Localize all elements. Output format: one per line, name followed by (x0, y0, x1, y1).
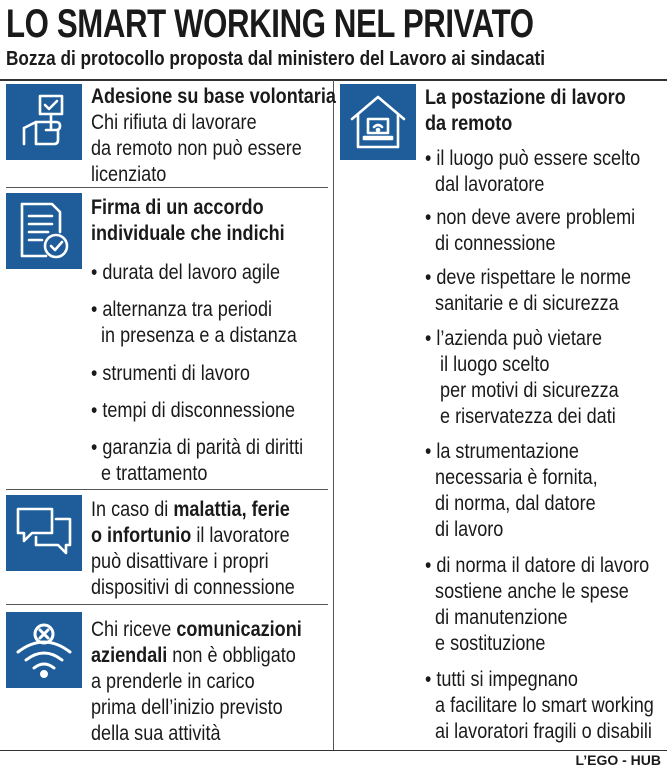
list-item: per motivi di sicurezza (425, 379, 619, 402)
list-item: a facilitare lo smart working (425, 694, 654, 717)
list-item: • di norma il datore di lavoro (425, 554, 650, 577)
page-subtitle: Bozza di protocollo proposta dal ministero del Lavoro ai sindacati (6, 48, 546, 70)
block1-line: licenziato (91, 163, 167, 186)
block1-line: Chi rifiuta di lavorare (91, 111, 257, 134)
block2-heading: individuale che indichi (91, 222, 285, 245)
section-divider (6, 489, 328, 490)
list-item: • strumenti di lavoro (91, 362, 250, 385)
list-item: • garanzia di parità di diritti (91, 436, 304, 459)
list-item: il luogo scelto (425, 353, 550, 376)
list-item: di manutenzione (425, 606, 568, 629)
list-item: • durata del lavoro agile (91, 261, 281, 284)
list-item: • il luogo può essere scelto (425, 147, 641, 170)
credit-label: L’EGO - HUB (575, 752, 661, 768)
block3-line: o infortunio il lavoratore (91, 524, 290, 547)
list-item: sanitarie e di sicurezza (425, 292, 619, 315)
voting-hand-icon (6, 84, 82, 160)
block4-line: della sua attività (91, 722, 221, 745)
right-heading: da remoto (425, 112, 513, 135)
list-item: sostiene anche le spese (425, 580, 629, 603)
list-item: di connessione (425, 232, 556, 255)
list-item: • l’azienda può vietare (425, 327, 603, 350)
list-item: • la strumentazione (425, 440, 579, 463)
block4-line: aziendali non è obbligato (91, 644, 296, 667)
list-item: di lavoro (425, 518, 504, 541)
footer-rule (0, 750, 667, 751)
block4-line: a prenderle in carico (91, 670, 255, 693)
column-divider (333, 80, 334, 750)
list-item: • alternanza tra periodi (91, 298, 273, 321)
list-item: in presenza e a distanza (91, 324, 297, 347)
list-item: necessaria è fornita, (425, 466, 598, 489)
list-item: e sostituzione (425, 632, 546, 655)
block3-line: In caso di malattia, ferie (91, 498, 290, 521)
right-heading: La postazione di lavoro (425, 86, 626, 109)
list-item: • tutti si impegnano (425, 668, 578, 691)
wifi-off-icon (6, 612, 82, 688)
block1-line: da remoto non può essere (91, 137, 302, 160)
list-item: • non deve avere problemi (425, 206, 636, 229)
block3-line: può disattivare i propri (91, 550, 269, 573)
list-item: e riservatezza dei dati (425, 405, 616, 428)
home-laptop-icon (340, 84, 416, 160)
section-divider (6, 187, 328, 188)
block4-line: Chi riceve comunicazioni (91, 618, 302, 641)
document-check-icon (6, 193, 82, 269)
list-item: • tempi di disconnessione (91, 399, 296, 422)
list-item: ai lavoratori fragili o disabili (425, 720, 652, 743)
list-item: • deve rispettare le norme (425, 266, 632, 289)
section-divider (6, 604, 328, 605)
block2-heading: Firma di un accordo (91, 196, 264, 219)
list-item: e trattamento (91, 462, 208, 485)
page-title: LO SMART WORKING NEL PRIVATO (6, 2, 534, 46)
block3-line: dispositivi di connessione (91, 576, 295, 599)
chat-bubbles-icon (6, 495, 82, 571)
list-item: dal lavoratore (425, 173, 545, 196)
block1-heading: Adesione su base volontaria (91, 85, 336, 108)
block4-line: prima dell’inizio previsto (91, 696, 283, 719)
list-item: di norma, dal datore (425, 492, 596, 515)
